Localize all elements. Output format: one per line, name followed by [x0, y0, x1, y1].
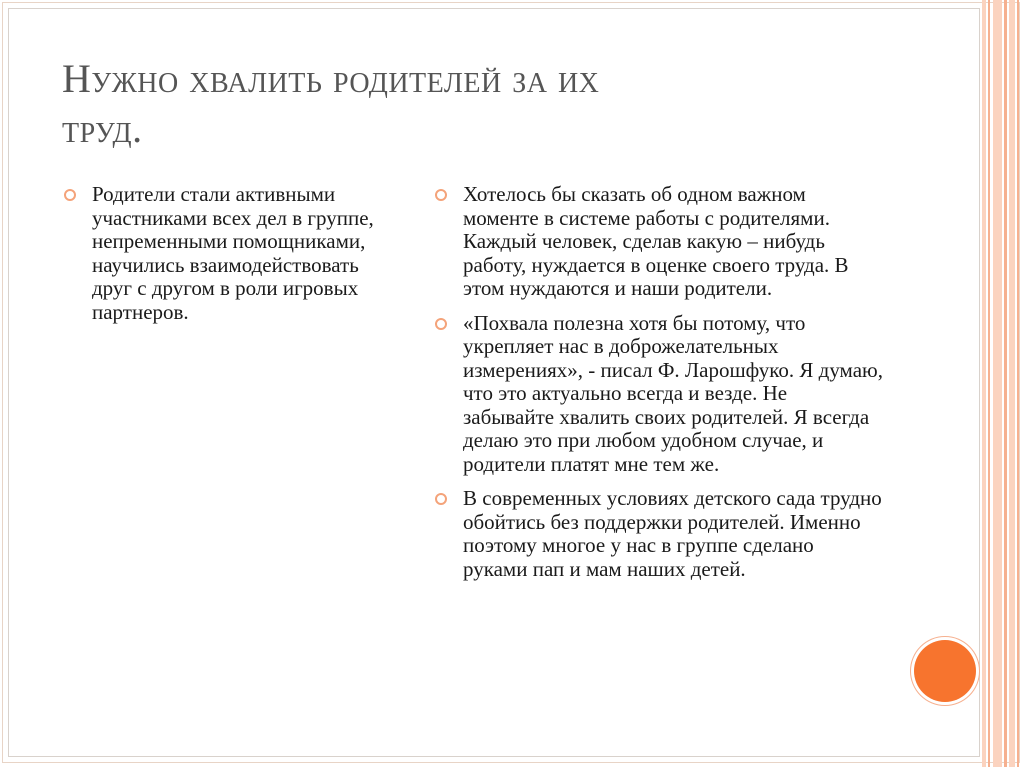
decor-stripe — [1009, 0, 1015, 767]
ring-bullet-icon — [435, 318, 447, 330]
decor-stripe — [1004, 0, 1007, 767]
orange-circle-decoration — [914, 640, 976, 702]
list-item — [433, 183, 883, 301]
bullet-text: «Похвала полезна хотя бы потому, что укрепляет нас в доброжелательных измерениях», - писал Ф. Ларошфуко. Я думаю, что это актуально всегда и везде. Не забывайте хвалить своих родителей. Я всегда делаю это при любом удобном случае, и родители платят мне тем же. — [463, 310, 883, 476]
title-line-1: Нужно хвалить родителей за их — [62, 56, 600, 101]
bullet-text: Родители стали активными участниками всех дел в группе, непременными помощниками, научились взаимодействовать друг с другом в роли игровых партнеров. — [92, 182, 374, 324]
title-line-2: труд. — [62, 106, 143, 151]
list-item — [433, 487, 883, 581]
decor-stripe — [1017, 0, 1019, 767]
list-item — [433, 312, 883, 477]
list-item — [62, 183, 402, 324]
bullet-text: Хотелось бы сказать об одном важном моменте в системе работы с родителями. Каждый человек, сделав какую – нибудь работу, нуждается в оценке своего труда. В этом нуждаются и наши родители. — [463, 182, 849, 300]
ring-bullet-icon — [435, 189, 447, 201]
right-column — [433, 183, 883, 592]
left-column — [62, 183, 402, 335]
ring-bullet-icon — [435, 493, 447, 505]
slide-title — [62, 54, 822, 154]
decor-stripe — [988, 0, 990, 767]
ring-bullet-icon — [64, 189, 76, 201]
decor-stripe — [982, 0, 986, 767]
decor-stripe — [993, 0, 1002, 767]
bullet-text: В современных условиях детского сада трудно обойтись без поддержки родителей. Именно поэтому многое у нас в группе сделано руками пап и мам наших детей. — [463, 486, 882, 581]
